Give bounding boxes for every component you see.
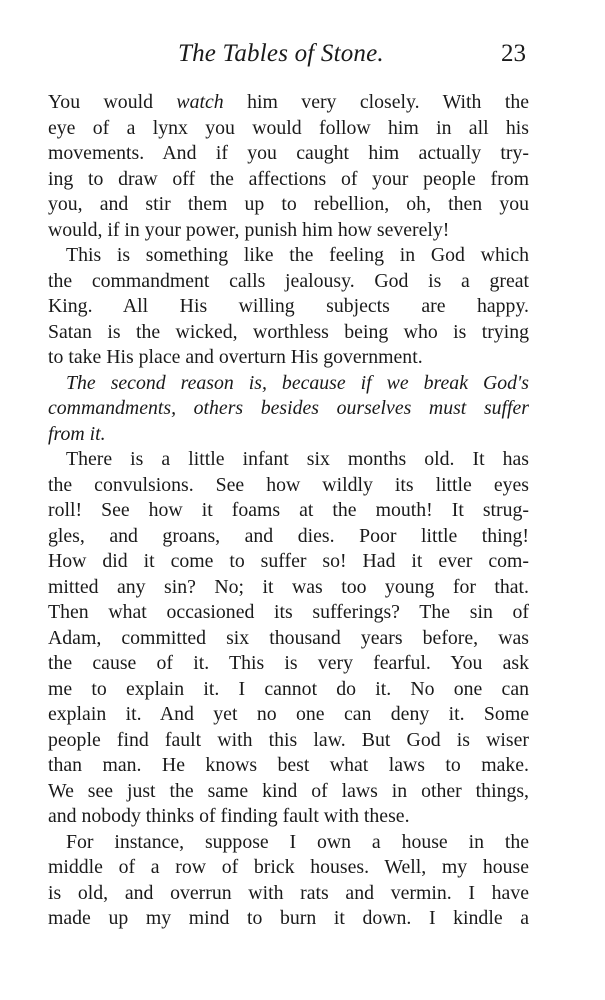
text-line: is old, and overrun with rats and vermin. I have (48, 881, 529, 904)
text-line: than man. He knows best what laws to make. (48, 754, 529, 776)
text-line: How did it come to suffer so! Had it ever com- (48, 550, 529, 572)
text-line: you, and stir them up to rebellion, oh, then you (48, 193, 529, 215)
text-line: You would watch him very closely. With the (48, 91, 529, 113)
text-line: Then what occasioned its sufferings? The sin of (48, 601, 529, 623)
text-line: the commandment calls jealousy. God is a great (48, 269, 529, 292)
text-line: Adam, committed six thousand years before, was (48, 626, 529, 649)
paragraph (48, 447, 529, 830)
text-line: commandments, others besides ourselves must suffer (48, 397, 529, 419)
text-line: ing to draw off the affections of your people from (48, 167, 529, 190)
text-line: explain it. And yet no one can deny it. Some (48, 703, 529, 725)
text-line: to take His place and overturn His government. (48, 346, 423, 368)
text-line: made up my mind to burn it down. I kindle a (48, 907, 529, 929)
text-line: We see just the same kind of laws in other things, (48, 779, 529, 802)
text-line: movements. And if you caught him actually try- (48, 142, 529, 164)
text-line: me to explain it. I cannot do it. No one can (48, 677, 529, 700)
text-line: eye of a lynx you would follow him in all his (48, 116, 529, 139)
text-line: the cause of it. This is very fearful. You ask (48, 652, 529, 674)
paragraph (48, 243, 529, 371)
text-line: King. All His willing subjects are happy. (48, 295, 529, 317)
emphasis: watch (176, 91, 224, 113)
text-line: Satan is the wicked, worthless being who is trying (48, 320, 529, 343)
page-number: 23 (501, 40, 526, 67)
italic-paragraph (48, 371, 529, 448)
text-line: gles, and groans, and dies. Poor little thing! (48, 524, 529, 547)
body-text (48, 90, 529, 932)
text-line: For instance, suppose I own a house in the (66, 830, 529, 853)
chapter-title: The Tables of Stone. (178, 40, 384, 67)
paragraph (48, 90, 529, 243)
text-line: mitted any sin? No; it was too young for that. (48, 575, 529, 598)
text-line: middle of a row of brick houses. Well, my house (48, 856, 529, 878)
text-line: people find fault with this law. But God is wiser (48, 728, 529, 751)
text-line: from it. (48, 422, 106, 445)
text-line: There is a little infant six months old. It has (66, 448, 529, 470)
text-line: and nobody thinks of finding fault with these. (48, 805, 410, 827)
paragraph (48, 830, 529, 932)
running-header (48, 40, 528, 72)
text-line: roll! See how it foams at the mouth! It strug- (48, 499, 529, 521)
text-line: the convulsions. See how wildly its little eyes (48, 473, 529, 496)
text-line: This is something like the feeling in God which (66, 244, 529, 266)
text-line: would, if in your power, punish him how severely! (48, 218, 450, 241)
text-line: The second reason is, because if we break God's (66, 371, 529, 394)
